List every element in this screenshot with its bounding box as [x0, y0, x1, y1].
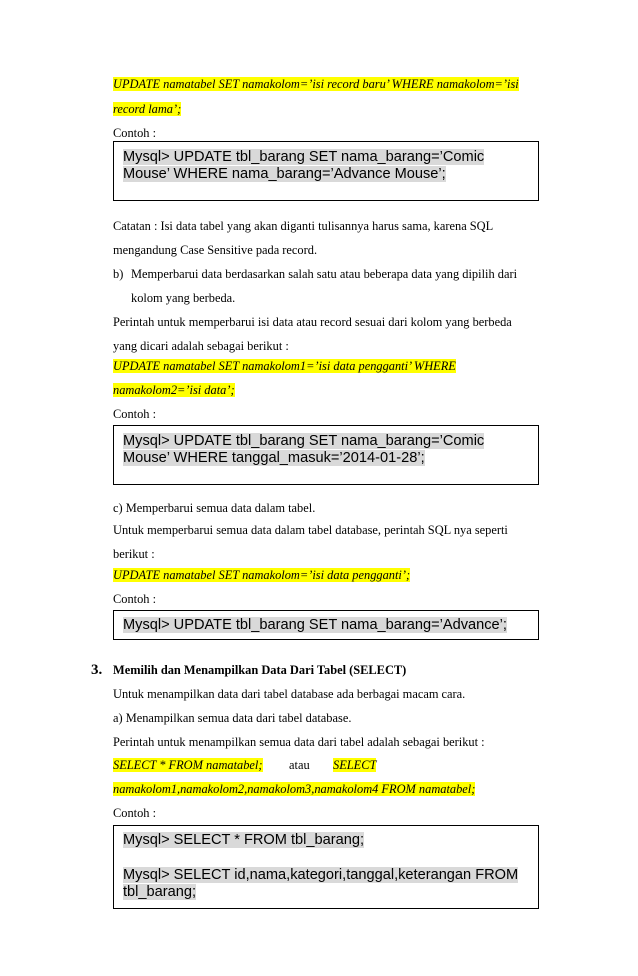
update-syntax2-line-1: UPDATE namatabel SET namakolom1=’isi data pengganti’ WHERE [113, 359, 456, 373]
list-item-c: c) Memperbarui semua data dalam tabel. [113, 501, 316, 515]
contoh-label-1: Contoh : [113, 126, 157, 140]
update-syntax2-line-2: namakolom2=’isi data’; [113, 383, 235, 397]
perintah-line-1: Perintah untuk memperbarui isi data atau record sesuai dari kolom yang berbeda [113, 315, 512, 329]
list-item-b-line-2: kolom yang berbeda. [131, 291, 236, 305]
code-line: Mouse’ WHERE tanggal_masuk=’2014-01-28’; [123, 450, 425, 466]
contoh-label-3: Contoh : [113, 592, 157, 606]
code-box-4 [113, 825, 539, 909]
code-line: Mysql> UPDATE tbl_barang SET nama_barang=’Advance’; [123, 617, 507, 633]
list-item-b-line-1: Memperbarui data berdasarkan salah satu atau beberapa data yang dipilih dari [131, 267, 518, 281]
perintah-line-2: yang dicari adalah sebagai berikut : [113, 339, 289, 353]
catatan-line-2: mengandung Case Sensitive pada record. [113, 243, 318, 257]
list-marker-b: b) [113, 267, 124, 281]
update-syntax-line-2: record lama’; [113, 102, 182, 116]
list-item-a: a) Menampilkan semua data dari tabel database. [113, 711, 352, 725]
contoh-label-2: Contoh : [113, 407, 157, 421]
code-line: tbl_barang; [123, 884, 197, 900]
update-syntax3: UPDATE namatabel SET namakolom=’isi data pengganti’; [113, 568, 411, 582]
select-syntax-a: SELECT * FROM namatabel; [113, 758, 263, 772]
code-line: Mysql> SELECT * FROM tbl_barang; [123, 832, 365, 848]
update-syntax-line-1: UPDATE namatabel SET namakolom=’isi record baru’ WHERE namakolom=’isi [113, 77, 519, 91]
catatan-line-1: Catatan : Isi data tabel yang akan diganti tulisannya harus sama, karena SQL [113, 219, 494, 233]
select-intro: Untuk menampilkan data dari tabel database ada berbagai macam cara. [113, 687, 466, 701]
select-perintah: Perintah untuk menampilkan semua data dari tabel adalah sebagai berikut : [113, 735, 485, 749]
section-number: 3. [91, 662, 103, 678]
contoh-label-4: Contoh : [113, 806, 157, 820]
select-syntax-b-line-1: SELECT [333, 758, 377, 772]
atau-text: atau [289, 758, 310, 772]
untuk-line-2: berikut : [113, 547, 155, 561]
untuk-line-1: Untuk memperbarui semua data dalam tabel database, perintah SQL nya seperti [113, 523, 508, 537]
code-line: Mysql> UPDATE tbl_barang SET nama_barang=’Comic [123, 149, 485, 165]
section-heading: Memilih dan Menampilkan Data Dari Tabel (SELECT) [113, 663, 407, 677]
code-box-2 [113, 425, 539, 485]
code-box-1 [113, 141, 539, 201]
code-line: Mouse’ WHERE nama_barang=’Advance Mouse’; [123, 166, 446, 182]
select-syntax-b-line-2: namakolom1,namakolom2,namakolom3,namakolom4 FROM namatabel; [113, 782, 476, 796]
code-line: Mysql> SELECT id,nama,kategori,tanggal,keterangan FROM [123, 867, 519, 883]
code-line: Mysql> UPDATE tbl_barang SET nama_barang=’Comic [123, 433, 485, 449]
code-box-3 [113, 610, 539, 640]
